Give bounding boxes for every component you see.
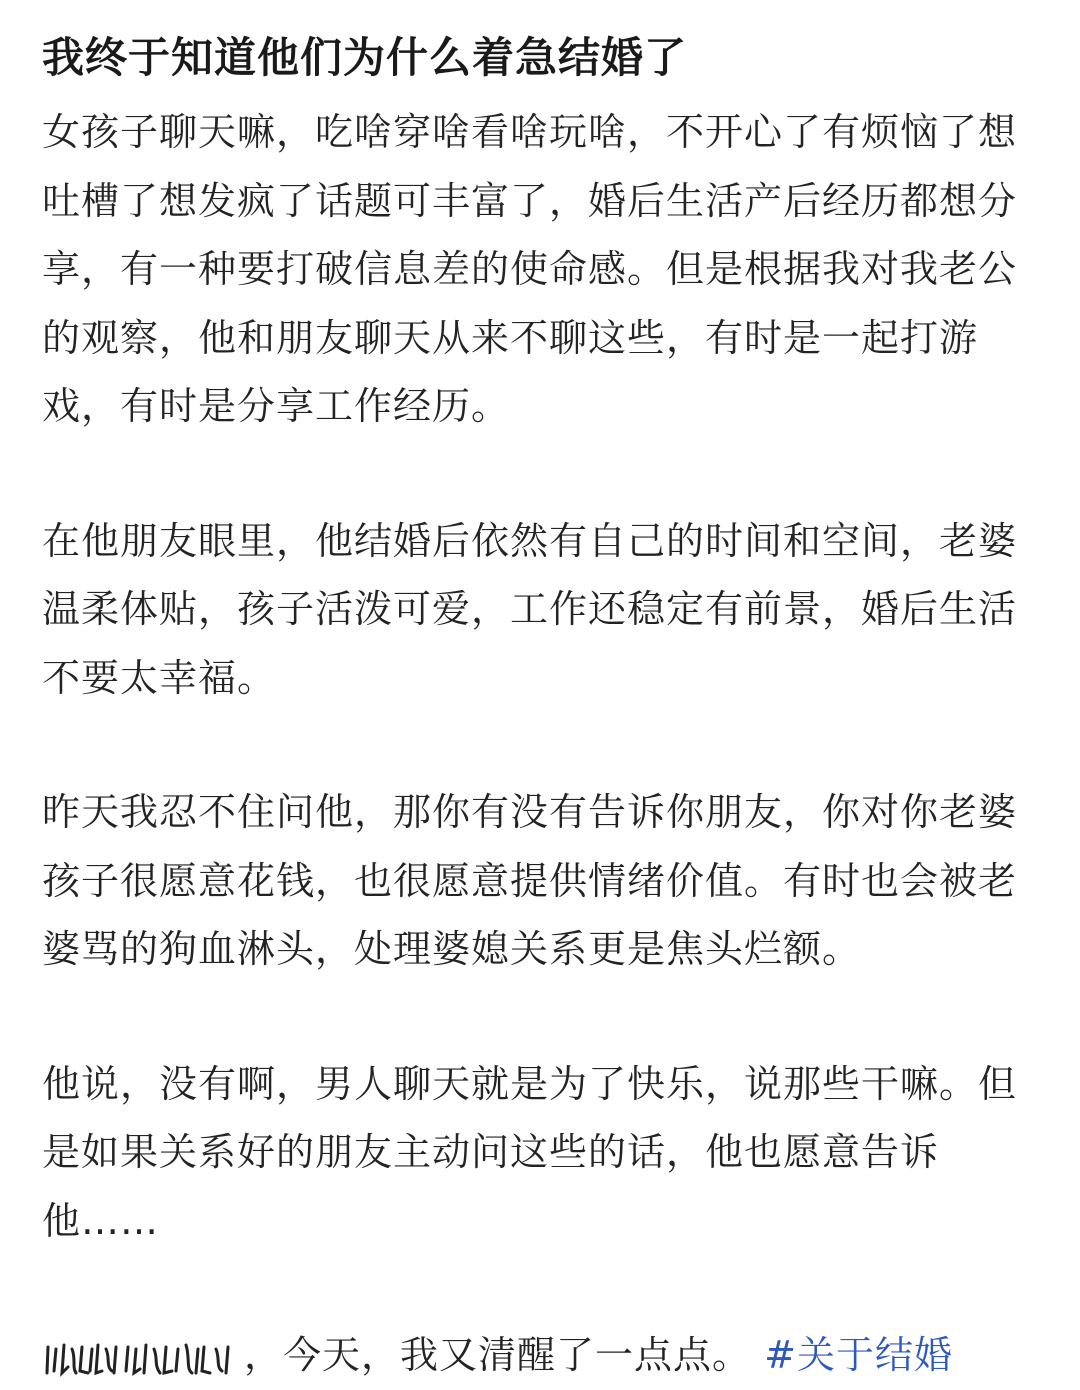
post-paragraph-4: 他说，没有啊，男人聊天就是为了快乐，说那些干嘛。但是如果关系好的朋友主动问这些的话，他也愿意告诉他…… <box>42 1061 1018 1243</box>
post-paragraph-3: 昨天我忍不住问他，那你有没有告诉你朋友，你对你老婆孩子很愿意花钱，也很愿意提供情绪价值。有时也会被老婆骂的狗血淋头，处理婆媳关系更是焦头烂额。 <box>42 790 1018 971</box>
post-closing-line <box>42 1321 1038 1390</box>
closing-text: ，今天，我又清醒了一点点。 <box>244 1333 752 1377</box>
hashtag-link[interactable]: #关于结婚 <box>764 1333 953 1377</box>
post-content <box>42 26 1038 1390</box>
post-title: 我终于知道他们为什么着急结婚了 <box>42 33 688 82</box>
post-paragraph-1: 女孩子聊天嘛，吃啥穿啥看啥玩啥，不开心了有烦恼了想吐槽了想发疯了话题可丰富了，婚后生活产后经历都想分享，有一种要打破信息差的使命感。但是根据我对我老公的观察，他和朋友聊天从来不聊这些，有时是一起打游戏，有时是分享工作经历。 <box>42 110 1018 428</box>
post-paragraph-2: 在他朋友眼里，他结婚后依然有自己的时间和空间，老婆温柔体贴，孩子活泼可爱，工作还稳定有前景，婚后生活不要太幸福。 <box>42 518 1018 700</box>
